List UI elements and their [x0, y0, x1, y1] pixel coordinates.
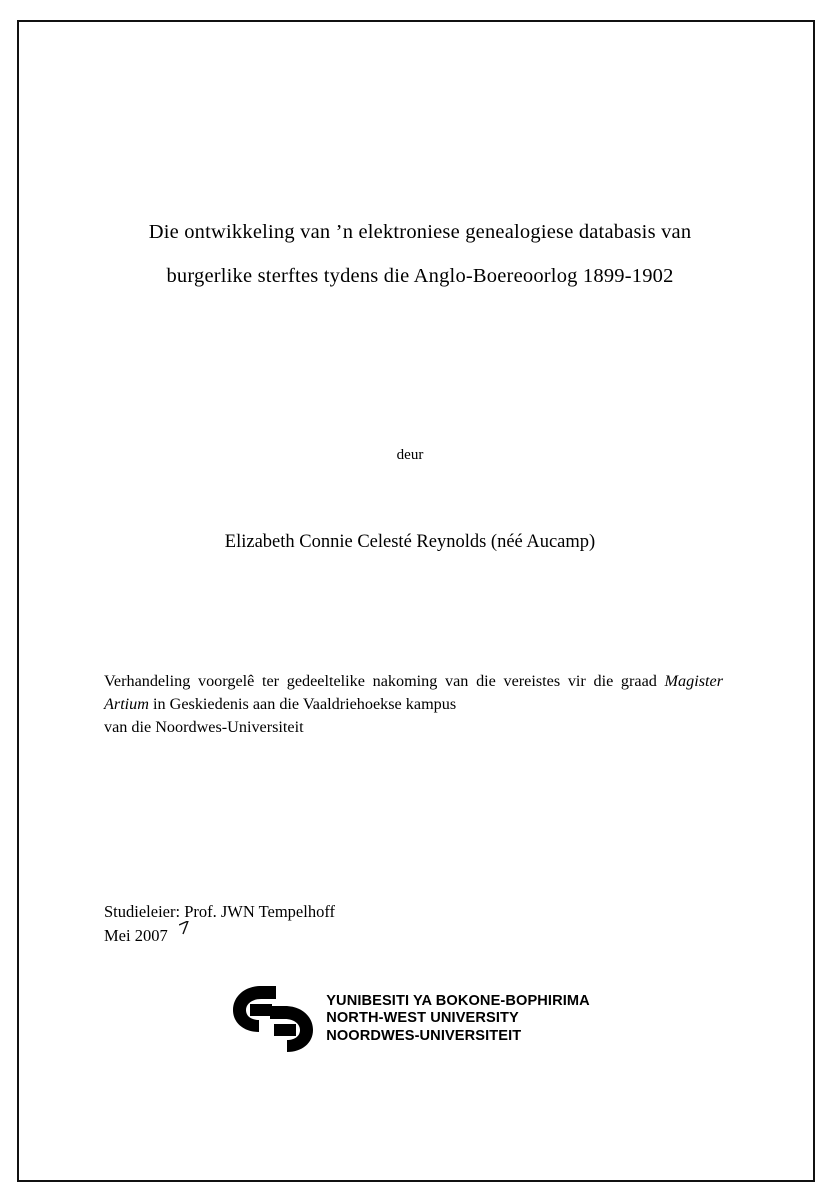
pen-mark-icon [179, 921, 190, 936]
page-content [90, 20, 740, 1182]
date-line [104, 924, 335, 948]
logo-text-line-3: NOORDWES-UNIVERSITEIT [326, 1027, 522, 1044]
page-title [100, 210, 740, 298]
logo-text-line-2: NORTH-WEST UNIVERSITY [326, 1010, 519, 1027]
submission-part-1: Verhandeling voorgelê ter gedeeltelike nakoming van die vereistes vir die graad [104, 672, 665, 690]
title-line-1: Die ontwikkeling van ’n elektroniese genealogiese databasis van [148, 221, 692, 243]
supervisor-and-date [104, 900, 335, 948]
title-line-2: burgerlike sterftes tydens die Anglo-Boereoorlog 1899-1902 [166, 265, 674, 287]
university-logo [90, 980, 730, 1058]
date-text: Mei 2007 [104, 926, 168, 945]
author-name: Elizabeth Connie Celesté Reynolds (néé Aucamp) [224, 532, 596, 552]
logo-text-line-1: YUNIBESITI YA BOKONE-BOPHIRIMA [326, 992, 590, 1009]
supervisor-line: Studieleier: Prof. JWN Tempelhoff [104, 902, 336, 921]
degree-name: Magister Artium [104, 672, 723, 713]
by-word: deur [396, 447, 424, 463]
submission-statement [104, 670, 723, 739]
north-west-university-logo-mark-icon [230, 980, 316, 1058]
submission-part-2: in Geskiedenis aan die Vaaldriehoekse kampus [148, 695, 457, 713]
logo-text-block [326, 993, 590, 1046]
submission-part-3: van die Noordwes-Universiteit [104, 718, 304, 736]
